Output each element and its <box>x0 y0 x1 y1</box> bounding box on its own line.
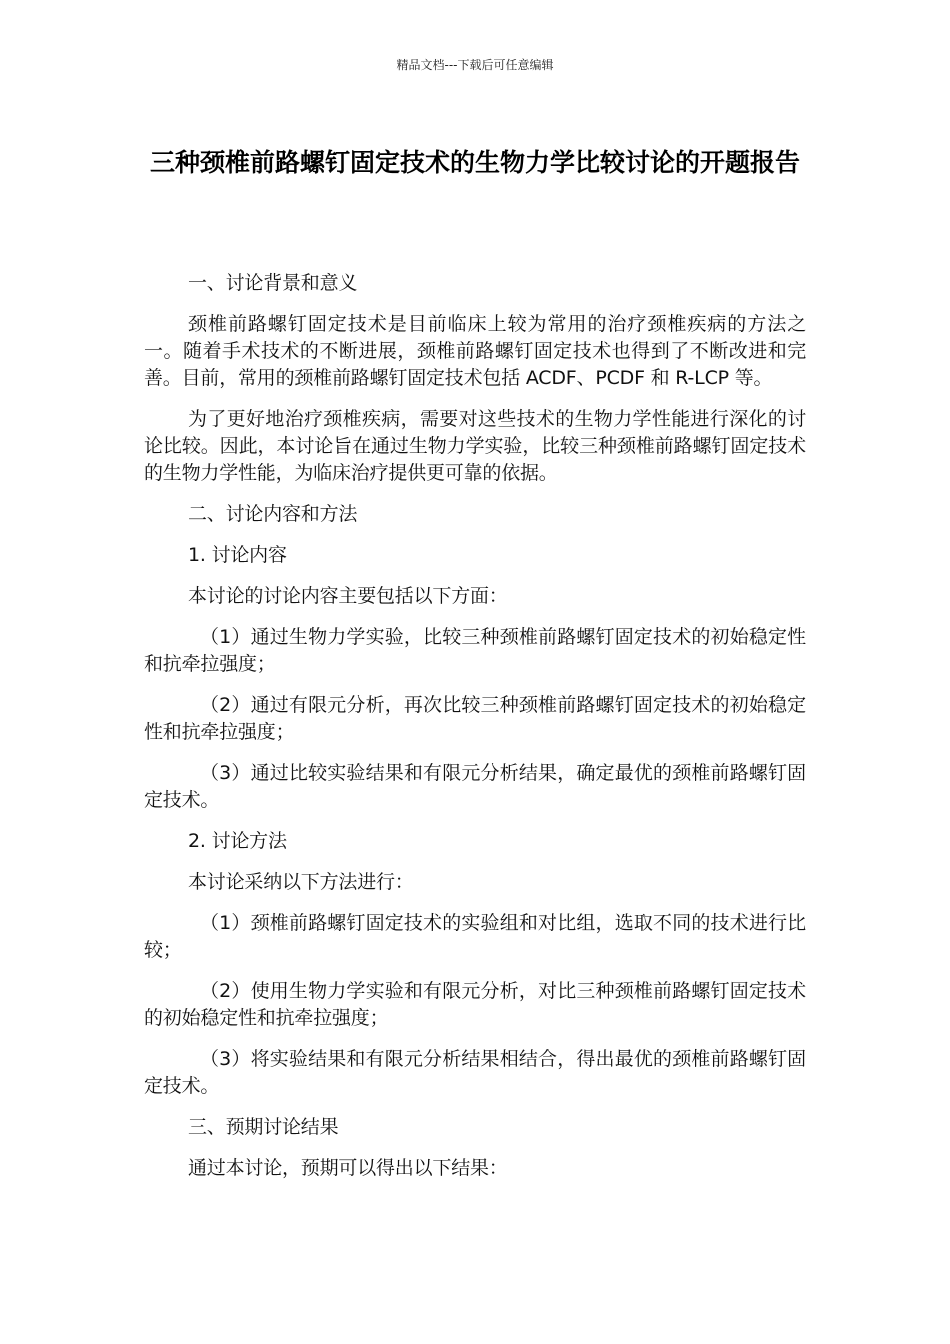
paragraph-content-intro: 本讨论的讨论内容主要包括以下方面： <box>188 585 508 607</box>
header-note: 精品文档---下载后可任意编辑 <box>396 58 554 72</box>
section-heading-content-methods: 二、讨论内容和方法 <box>188 503 358 525</box>
document-title: 三种颈椎前路螺钉固定技术的生物力学比较讨论的开题报告 <box>149 148 800 177</box>
paragraph-expected-results-intro: 通过本讨论，预期可以得出以下结果： <box>188 1157 508 1179</box>
paragraph-methods-intro: 本讨论采纳以下方法进行： <box>188 871 414 893</box>
list-item-content-2: （2）通过有限元分析，再次比较三种颈椎前路螺钉固定技术的初始稳定性和抗牵拉强度； <box>144 694 806 743</box>
section-heading-background: 一、讨论背景和意义 <box>188 272 358 294</box>
section-heading-expected-results: 三、预期讨论结果 <box>188 1116 339 1138</box>
document-body <box>144 270 806 1196</box>
paragraph-background-2: 为了更好地治疗颈椎疾病，需要对这些技术的生物力学性能进行深化的讨论比较。因此，本讨论旨在通过生物力学实验，比较三种颈椎前路螺钉固定技术的生物力学性能，为临床治疗提供更可靠的依据。 <box>144 408 806 484</box>
list-item-methods-3: （3）将实验结果和有限元分析结果相结合，得出最优的颈椎前路螺钉固定技术。 <box>144 1048 806 1097</box>
subheading-content: 1. 讨论内容 <box>188 544 287 566</box>
subheading-methods: 2. 讨论方法 <box>188 830 287 852</box>
list-item-methods-1: （1）颈椎前路螺钉固定技术的实验组和对比组，选取不同的技术进行比较； <box>144 912 806 961</box>
paragraph-background-1: 颈椎前路螺钉固定技术是目前临床上较为常用的治疗颈椎疾病的方法之一。随着手术技术的不断进展，颈椎前路螺钉固定技术也得到了不断改进和完善。目前，常用的颈椎前路螺钉固定技术包括 ACDF、PCDF 和 R-LCP 等。 <box>144 313 806 389</box>
list-item-content-1: （1）通过生物力学实验，比较三种颈椎前路螺钉固定技术的初始稳定性和抗牵拉强度； <box>144 626 806 675</box>
list-item-methods-2: （2）使用生物力学实验和有限元分析，对比三种颈椎前路螺钉固定技术的初始稳定性和抗牵拉强度； <box>144 980 806 1029</box>
list-item-content-3: （3）通过比较实验结果和有限元分析结果，确定最优的颈椎前路螺钉固定技术。 <box>144 762 806 811</box>
